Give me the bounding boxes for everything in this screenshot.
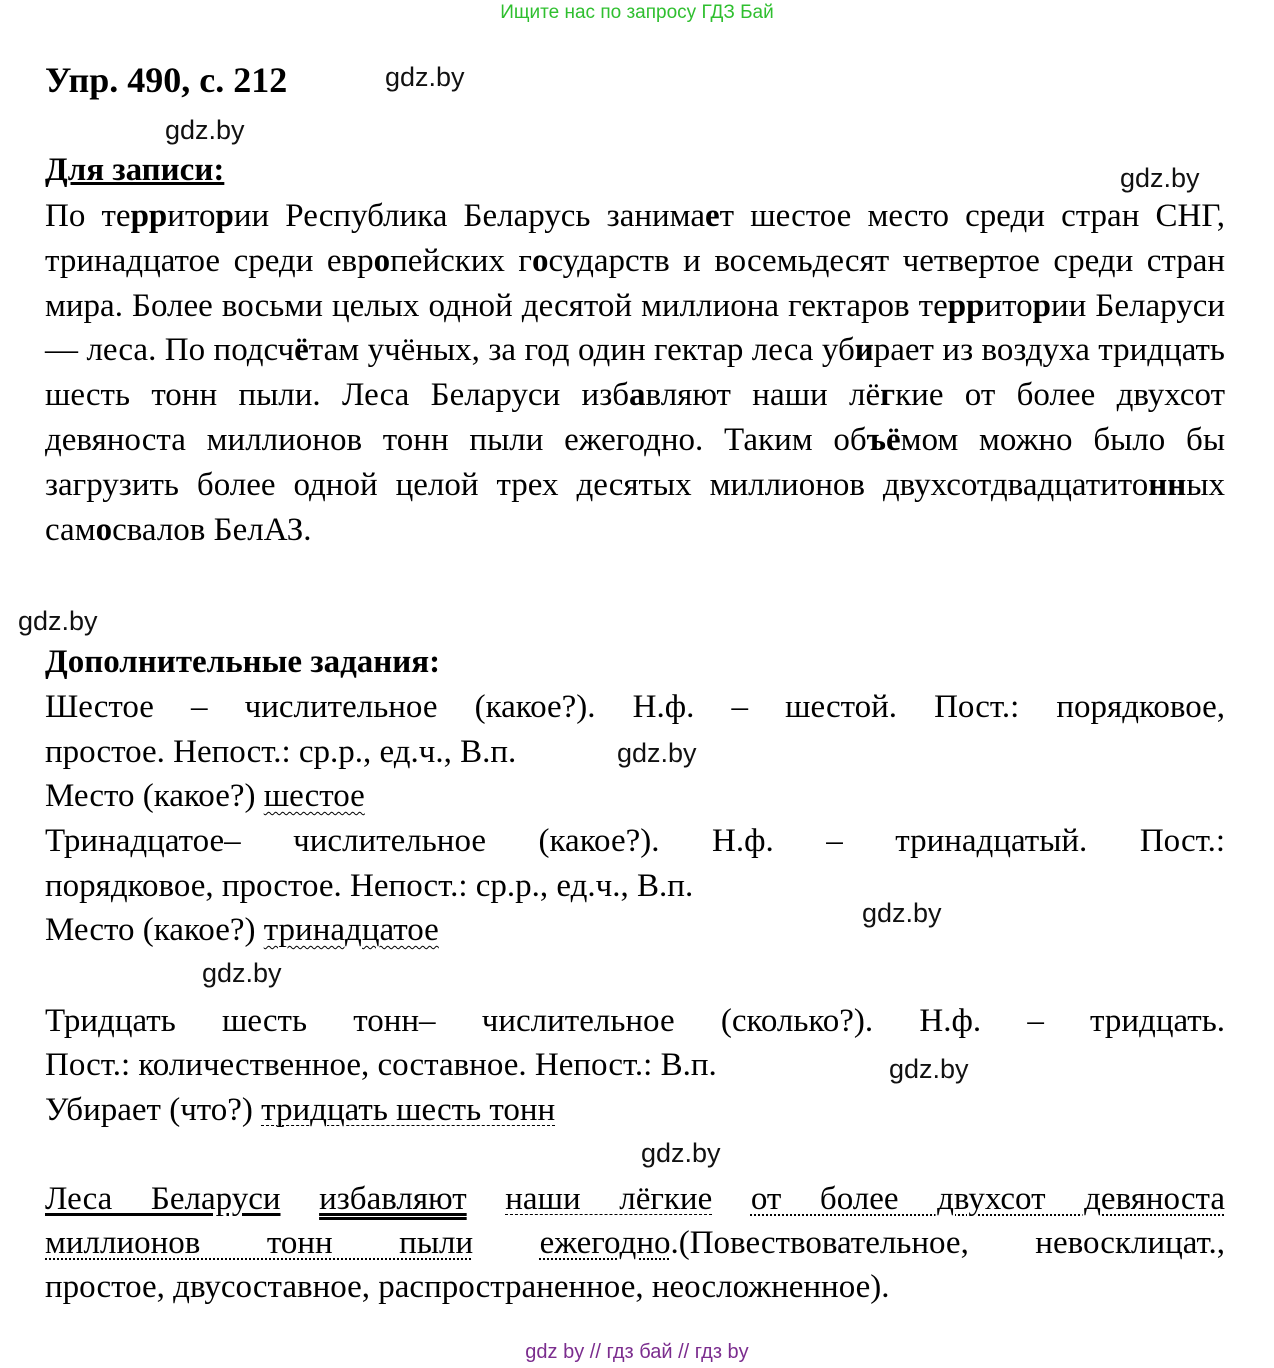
text-fragment: ито — [167, 198, 216, 234]
analysis-trinad-line-2: порядковое, простое. Непост.: ср.р., ед.ч., В.п. — [45, 868, 694, 904]
watermark: gdz.by — [165, 115, 245, 145]
analysis-shestoe-line-1: Шестое – числительное (какое?). Н.ф. – шестой. Пост.: порядковое, — [45, 689, 1225, 725]
watermark: gdz.by — [641, 1138, 721, 1168]
watermark: gdz.by — [385, 62, 465, 92]
phrase-head: Место (какое?) — [45, 778, 264, 814]
watermark: gdz.by — [202, 958, 282, 988]
watermark: gdz.by — [889, 1054, 969, 1084]
watermark: gdz.by — [617, 738, 697, 768]
record-text — [45, 194, 1225, 552]
phrase-dependent: шестое — [263, 778, 365, 814]
text-fragment: пейских г — [390, 242, 532, 279]
sentence-time-group — [540, 1225, 1225, 1261]
emphasized-letters: рр — [947, 287, 985, 324]
exercise-title: Упр. 490, с. 212 — [45, 60, 288, 100]
emphasized-letters: о — [95, 511, 113, 548]
emphasized-letters: а — [629, 377, 646, 414]
sentence-parse-line-3: простое, двусоставное, распространенное, неосложненное). — [45, 1269, 890, 1305]
analysis-tridtsat-line-2: Пост.: количественное, составное. Непост.: В.п. — [45, 1047, 717, 1083]
watermark: gdz.by — [18, 606, 98, 636]
emphasized-letters: ъё — [866, 421, 901, 458]
sentence-object: наши лёгкие — [505, 1181, 713, 1217]
text-fragment: кие от более двухсот девяноста миллионов тонн пыли ежегодно. Таким об — [45, 377, 1225, 458]
emphasized-letters: р — [215, 198, 234, 234]
section-record-heading: Для записи: — [45, 152, 225, 188]
text-fragment: ии Беларуси — леса. По подсч — [45, 287, 1225, 369]
sentence-adverbial-cont: миллионов тонн пыли — [45, 1225, 474, 1261]
watermark: gdz.by — [862, 898, 942, 928]
text-fragment: мом можно было бы загрузить более одной целой трех десятых миллионов двухсотдвадцатито — [45, 421, 1225, 503]
emphasized-letters: р — [1032, 287, 1051, 324]
sentence-parse-line-1 — [45, 1177, 1225, 1221]
phrase-mesto-trinad — [45, 908, 439, 952]
phrase-head: Убирает (что?) — [45, 1092, 262, 1128]
phrase-dependent: тридцать шесть тонн — [261, 1092, 556, 1128]
text-fragment: т шестое место среди стран СНГ, тринадцатое среди евр — [45, 198, 1225, 279]
phrase-head: Место (какое?) — [45, 912, 264, 948]
text-fragment: рает из воздуха тридцать шесть тонн пыли. Леса Беларуси изб — [45, 332, 1225, 414]
text-fragment: вляют наши лё — [645, 377, 881, 414]
emphasized-letters: нн — [1148, 466, 1187, 503]
phrase-mesto-shestoe — [45, 774, 365, 818]
text-fragment: ии Республика Беларусь занима — [233, 198, 705, 234]
emphasized-letters: о — [531, 242, 549, 279]
text-fragment: По те — [45, 198, 131, 234]
site-footer[interactable]: gdz by // гдз бай // гдз by — [525, 1341, 749, 1363]
text-fragment: свалов БелАЗ. — [112, 511, 312, 548]
analysis-trinad-line-1: Тринадцатое– числительное (какое?). Н.ф. – тринадцатый. Пост.: — [45, 823, 1225, 859]
sentence-time: ежегодно — [539, 1225, 671, 1261]
emphasized-letters: рр — [130, 198, 168, 234]
sentence-char-rest-1: .(Повествовательное, невосклицат., — [670, 1225, 1225, 1261]
text-fragment: там учёных, за год один гектар леса уб — [308, 332, 855, 369]
section-extra-heading: Дополнительные задания: — [45, 644, 441, 680]
analysis-shestoe-line-2: простое. Непост.: ср.р., ед.ч., В.п. — [45, 734, 517, 770]
phrase-dependent: тринадцатое — [263, 912, 439, 948]
analysis-tridtsat-line-1: Тридцать шесть тонн– числительное (сколько?). Н.ф. – тридцать. — [45, 1003, 1225, 1039]
text-fragment: сударств и восемьдесят четвертое среди стран мира. Более восьми целых одной десятой миллиона гектаров те — [45, 242, 1226, 324]
emphasized-letters: ё — [294, 332, 309, 369]
phrase-ubiraet — [45, 1088, 555, 1132]
emphasized-letters: о — [373, 242, 391, 279]
emphasized-letters: и — [854, 332, 874, 369]
text-fragment: ито — [984, 287, 1033, 324]
emphasized-letters: г — [880, 377, 896, 414]
sentence-subject: Леса Беларуси — [45, 1181, 281, 1217]
sentence-predicate: избавляют — [319, 1181, 467, 1217]
sentence-parse-line-2 — [45, 1221, 1225, 1265]
sentence-adverbial: от более двухсот девяноста — [750, 1181, 1225, 1217]
emphasized-letters: е — [704, 198, 720, 234]
search-banner[interactable]: Ищите нас по запросу ГДЗ Бай — [500, 2, 774, 23]
text-fragment: ых сам — [45, 466, 1225, 548]
watermark: gdz.by — [1120, 163, 1200, 193]
